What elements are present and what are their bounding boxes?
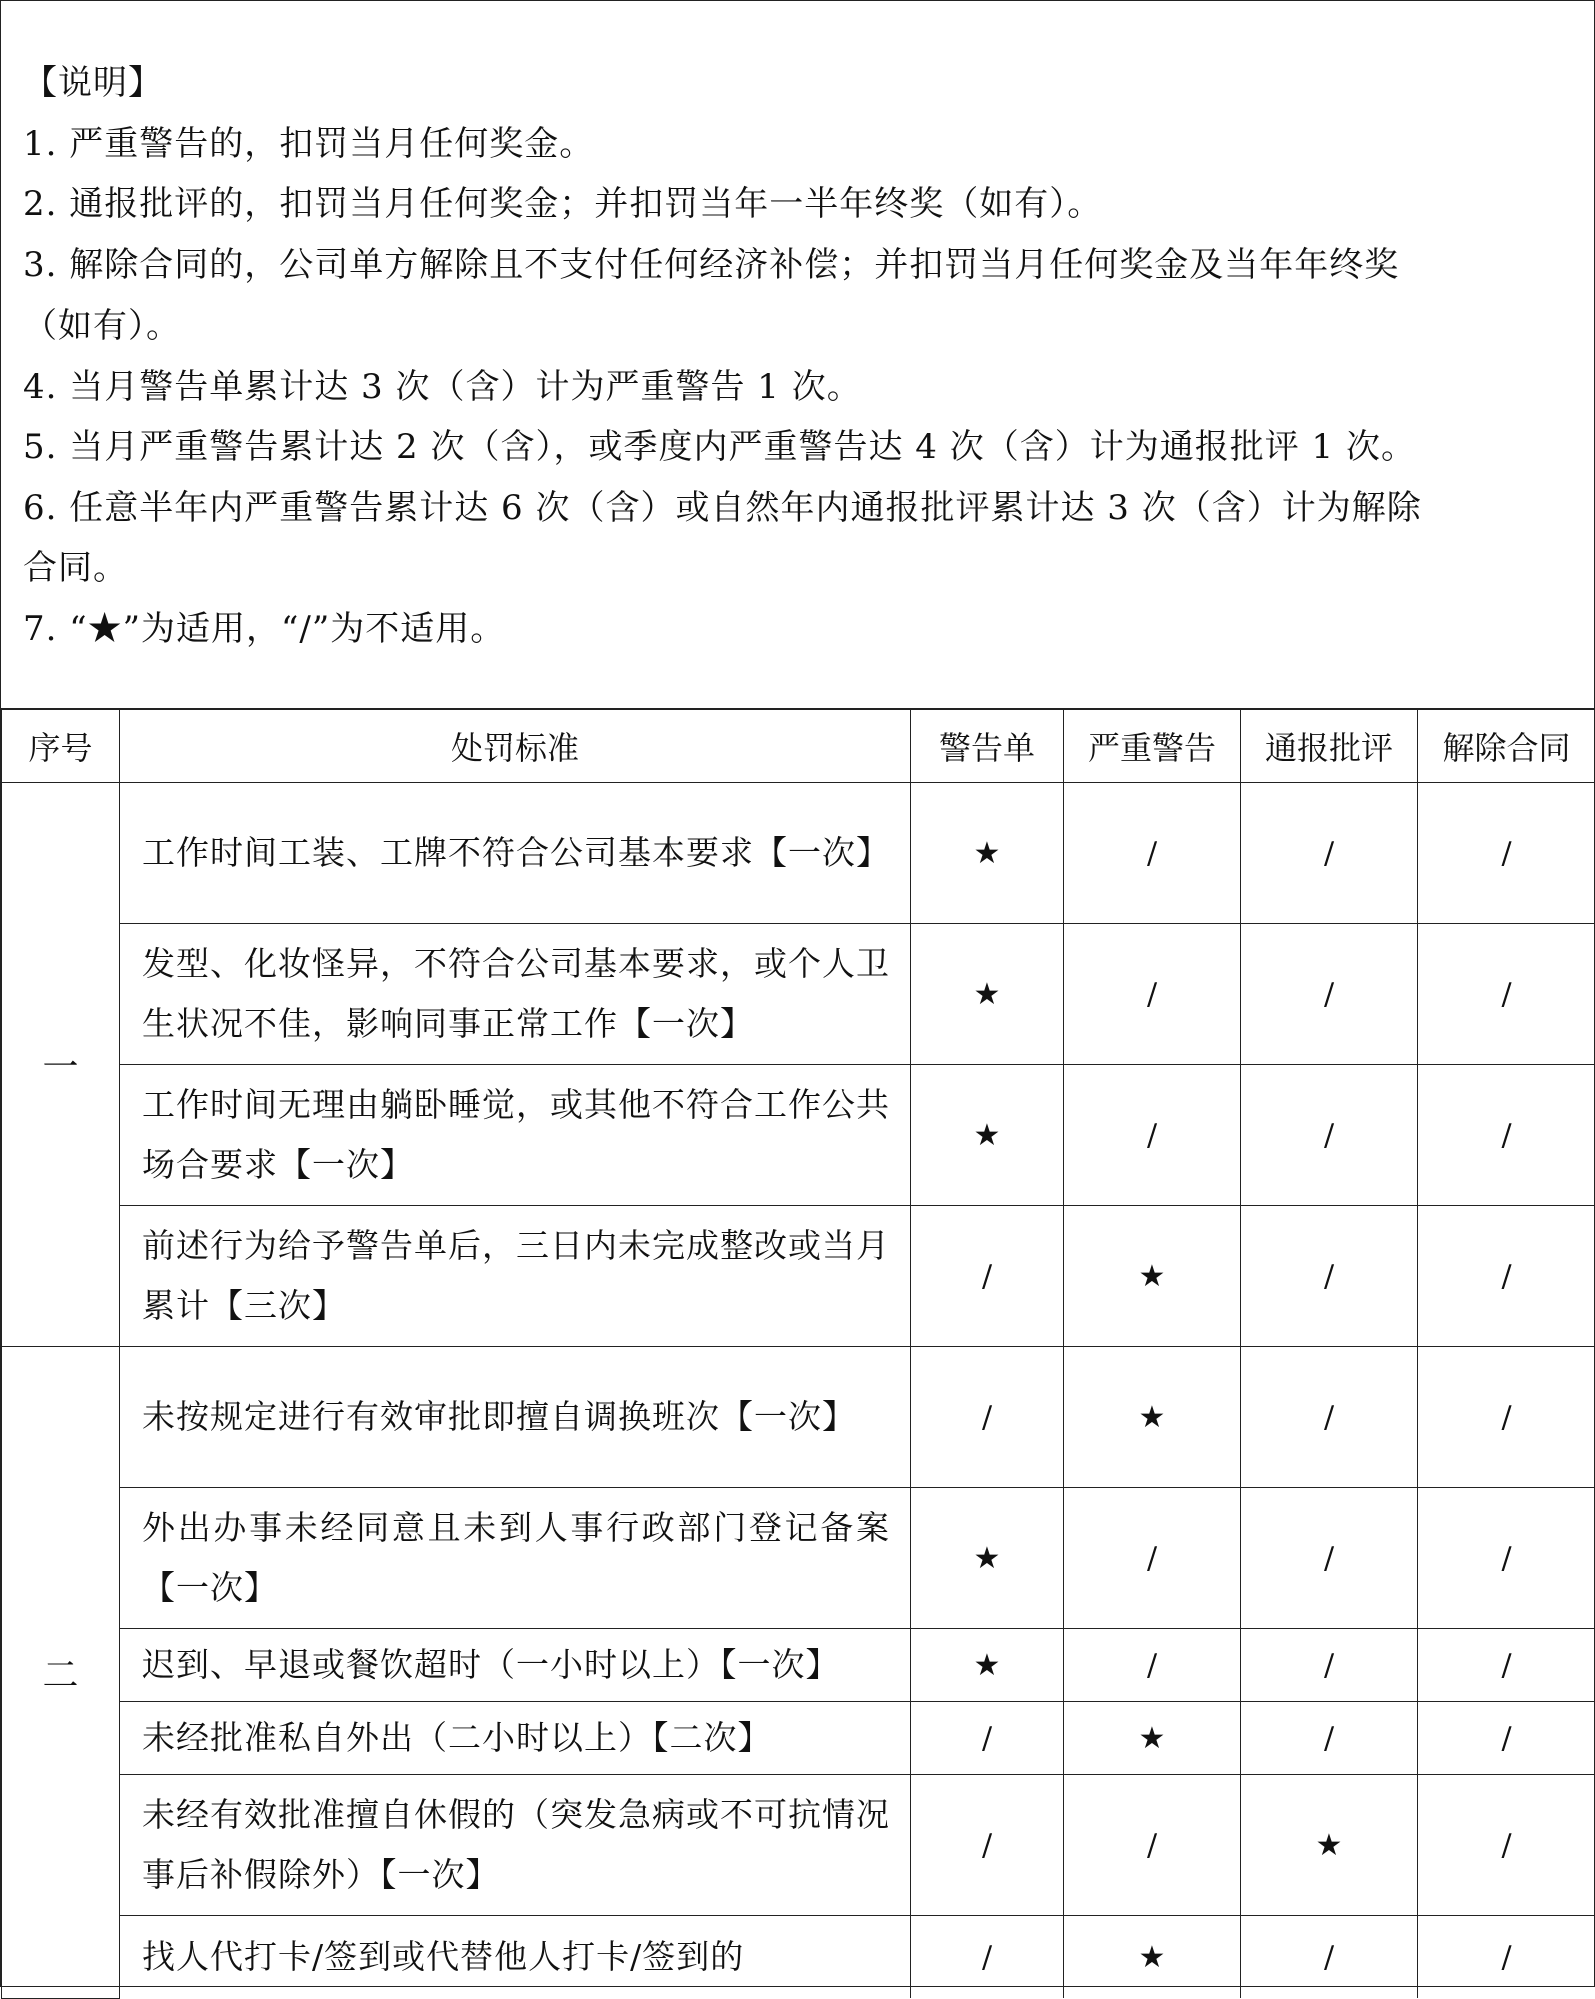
mark-serious-warning: ★ <box>1064 1206 1241 1347</box>
mark-termination: / <box>1418 1347 1595 1488</box>
mark-criticism: / <box>1241 1488 1418 1629</box>
group-seq: 一 <box>2 783 120 1347</box>
mark-termination: / <box>1418 924 1595 1065</box>
mark-criticism: / <box>1241 1702 1418 1775</box>
header-circulated-criticism: 通报批评 <box>1241 710 1418 783</box>
group-seq: 二 <box>2 1347 120 1999</box>
mark-warning: / <box>911 1775 1064 1916</box>
mark-warning: ★ <box>911 924 1064 1065</box>
note-item: 5. 当月严重警告累计达 2 次（含），或季度内严重警告达 4 次（含）计为通报批评 1 次。 <box>23 427 1416 467</box>
mark-serious-warning: ★ <box>1064 1347 1241 1488</box>
row-description: 找人代打卡/签到或代替他人打卡/签到的 <box>120 1916 911 1999</box>
table-row <box>2 1916 1595 1999</box>
mark-warning: / <box>911 1347 1064 1488</box>
penalty-table <box>1 709 1595 1999</box>
mark-termination: / <box>1418 1775 1595 1916</box>
note-item: 7. “★”为适用，“/”为不适用。 <box>23 609 505 649</box>
note-item: 1. 严重警告的，扣罚当月任何奖金。 <box>23 124 594 164</box>
header-standard: 处罚标准 <box>120 710 911 783</box>
table-header-row <box>2 710 1595 783</box>
mark-warning: / <box>911 1702 1064 1775</box>
mark-warning: ★ <box>911 1629 1064 1702</box>
table-row <box>2 1206 1595 1347</box>
mark-criticism: / <box>1241 1347 1418 1488</box>
table-row <box>2 783 1595 924</box>
row-description: 发型、化妆怪异，不符合公司基本要求，或个人卫生状况不佳，影响同事正常工作【一次】 <box>120 924 911 1065</box>
row-description: 未经有效批准擅自休假的（突发急病或不可抗情况事后补假除外）【一次】 <box>120 1775 911 1916</box>
mark-serious-warning: / <box>1064 1775 1241 1916</box>
table-row <box>2 1702 1595 1775</box>
mark-warning: ★ <box>911 783 1064 924</box>
mark-criticism: / <box>1241 1065 1418 1206</box>
mark-serious-warning: / <box>1064 783 1241 924</box>
table-row <box>2 924 1595 1065</box>
mark-criticism: / <box>1241 1629 1418 1702</box>
mark-criticism: / <box>1241 1916 1418 1999</box>
mark-criticism: ★ <box>1241 1775 1418 1916</box>
row-description: 未按规定进行有效审批即擅自调换班次【一次】 <box>120 1347 911 1488</box>
mark-warning: / <box>911 1916 1064 1999</box>
table-row <box>2 1629 1595 1702</box>
notes-title: 【说明】 <box>23 63 163 103</box>
mark-serious-warning: / <box>1064 1488 1241 1629</box>
mark-criticism: / <box>1241 1206 1418 1347</box>
header-warning: 警告单 <box>911 710 1064 783</box>
table-row <box>2 1488 1595 1629</box>
mark-warning: / <box>911 1206 1064 1347</box>
mark-termination: / <box>1418 1206 1595 1347</box>
header-serious-warning: 严重警告 <box>1064 710 1241 783</box>
table-row <box>2 1065 1595 1206</box>
note-item: （如有）。 <box>23 306 181 346</box>
mark-serious-warning: / <box>1064 1629 1241 1702</box>
table-row <box>2 1347 1595 1488</box>
note-item: 合同。 <box>23 548 128 588</box>
mark-termination: / <box>1418 1916 1595 1999</box>
mark-serious-warning: ★ <box>1064 1702 1241 1775</box>
mark-criticism: / <box>1241 783 1418 924</box>
note-item: 2. 通报批评的，扣罚当月任何奖金；并扣罚当年一半年终奖（如有）。 <box>23 184 1102 224</box>
note-item: 6. 任意半年内严重警告累计达 6 次（含）或自然年内通报批评累计达 3 次（含）计为解除 <box>23 488 1422 528</box>
mark-warning: ★ <box>911 1488 1064 1629</box>
header-seq: 序号 <box>2 710 120 783</box>
row-description: 未经批准私自外出（二小时以上）【二次】 <box>120 1702 911 1775</box>
mark-termination: / <box>1418 1488 1595 1629</box>
row-description: 外出办事未经同意且未到人事行政部门登记备案【一次】 <box>120 1488 911 1629</box>
header-contract-termination: 解除合同 <box>1418 710 1595 783</box>
mark-criticism: / <box>1241 924 1418 1065</box>
row-description: 前述行为给予警告单后，三日内未完成整改或当月累计【三次】 <box>120 1206 911 1347</box>
mark-serious-warning: / <box>1064 1065 1241 1206</box>
mark-serious-warning: / <box>1064 924 1241 1065</box>
table-row <box>2 1775 1595 1916</box>
notes-section <box>1 1 1594 709</box>
note-item: 3. 解除合同的，公司单方解除且不支付任何经济补偿；并扣罚当月任何奖金及当年年终奖 <box>23 245 1399 285</box>
mark-termination: / <box>1418 1702 1595 1775</box>
mark-termination: / <box>1418 1065 1595 1206</box>
row-description: 工作时间工装、工牌不符合公司基本要求【一次】 <box>120 783 911 924</box>
mark-serious-warning: ★ <box>1064 1916 1241 1999</box>
mark-termination: / <box>1418 783 1595 924</box>
note-item: 4. 当月警告单累计达 3 次（含）计为严重警告 1 次。 <box>23 367 862 407</box>
row-description: 工作时间无理由躺卧睡觉，或其他不符合工作公共场合要求【一次】 <box>120 1065 911 1206</box>
row-description: 迟到、早退或餐饮超时（一小时以上）【一次】 <box>120 1629 911 1702</box>
mark-termination: / <box>1418 1629 1595 1702</box>
mark-warning: ★ <box>911 1065 1064 1206</box>
